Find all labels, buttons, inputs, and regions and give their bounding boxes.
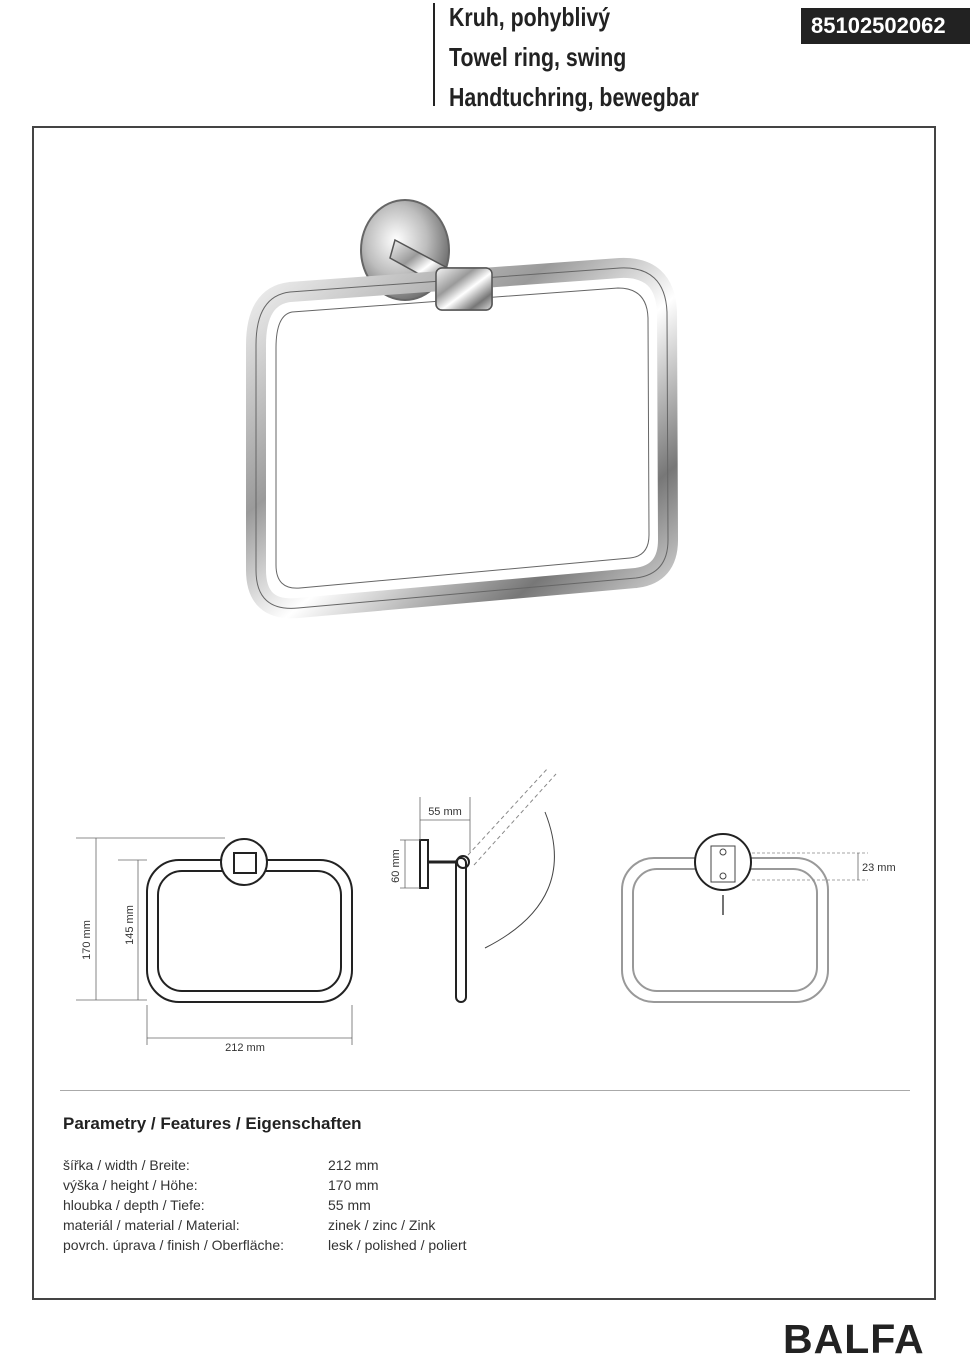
section-divider bbox=[60, 1090, 910, 1091]
feature-label: hloubka / depth / Tiefe: bbox=[63, 1197, 205, 1213]
dim-height-total: 170 mm bbox=[81, 920, 93, 960]
dim-height-ring: 145 mm bbox=[124, 905, 136, 945]
dim-depth: 55 mm bbox=[428, 806, 462, 818]
title-english: Towel ring, swing bbox=[449, 42, 627, 72]
feature-label: šířka / width / Breite: bbox=[63, 1157, 190, 1173]
product-photo bbox=[256, 200, 668, 608]
feature-value: 55 mm bbox=[328, 1197, 371, 1213]
product-code-badge: 85102502062 bbox=[801, 8, 970, 44]
towel-ring bbox=[256, 268, 668, 608]
feature-label: povrch. úprava / finish / Oberfläche: bbox=[63, 1237, 284, 1253]
side-view-drawing bbox=[400, 768, 556, 1002]
title-german: Handtuchring, bewegbar bbox=[449, 82, 699, 112]
dim-mount-offset: 23 mm bbox=[862, 862, 896, 874]
feature-value: 170 mm bbox=[328, 1177, 379, 1193]
feature-label: materiál / material / Material: bbox=[63, 1217, 240, 1233]
dim-width: 212 mm bbox=[225, 1042, 265, 1054]
feature-label: výška / height / Höhe: bbox=[63, 1177, 198, 1193]
dim-mount-height: 60 mm bbox=[390, 849, 402, 883]
feature-value: 212 mm bbox=[328, 1157, 379, 1173]
title-czech: Kruh, pohyblivý bbox=[449, 2, 611, 32]
brand-logo: BALFA bbox=[783, 1316, 925, 1362]
rear-view-drawing bbox=[622, 834, 868, 1002]
feature-value: lesk / polished / poliert bbox=[328, 1237, 467, 1253]
front-view-drawing bbox=[76, 838, 352, 1045]
features-title: Parametry / Features / Eigenschaften bbox=[63, 1114, 362, 1133]
feature-value: zinek / zinc / Zink bbox=[328, 1217, 436, 1233]
